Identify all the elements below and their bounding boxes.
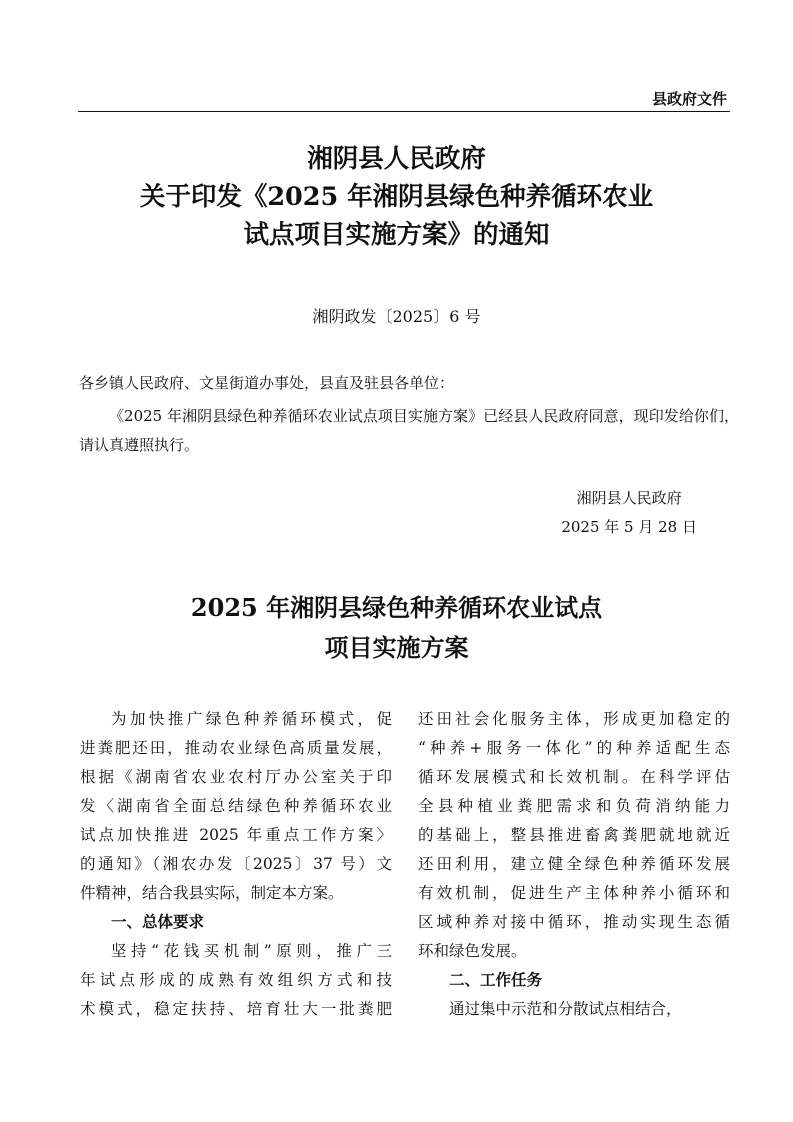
header-rule (78, 111, 730, 112)
notice-title (0, 140, 793, 254)
text-line: 的通知》（湘农办发〔2025〕37 号）文 (80, 855, 392, 873)
signature-block (561, 484, 697, 542)
plan-title (0, 588, 793, 668)
document-number: 湘阴政发〔2025〕6 号 (312, 307, 481, 326)
text-line: 为加快推广绿色种养循环模式，促 (111, 710, 392, 728)
text-line: 区域种养对接中循环，推动实现生态循 (418, 913, 730, 931)
text-line: 根据《湖南省农业农村厅办公室关于印 (80, 768, 392, 786)
plan-left-column (80, 705, 392, 1024)
text-line: 还田利用，建立健全绿色种养循环发展 (418, 855, 730, 873)
text-line: 全县种植业粪肥需求和负荷消纳能力 (418, 797, 730, 815)
plan-title-line: 项目实施方案 (324, 633, 469, 662)
notice-title-line: 关于印发《2025 年湘阴县绿色种养循环农业 (139, 182, 654, 212)
text-line: 坚持“花钱买机制”原则，推广三 (111, 942, 392, 960)
text-line: 的基础上，整县推进畜禽粪肥就地就近 (418, 826, 730, 844)
header-label: 县政府文件 (651, 90, 727, 108)
signature-org: 湘阴县人民政府 (576, 489, 682, 507)
text-line: 循环发展模式和长效机制。在科学评估 (418, 768, 730, 786)
section-heading: 一、总体要求 (111, 913, 205, 931)
signature-date: 2025 年 5 月 28 日 (561, 518, 697, 536)
text-line: 发〈湖南省全面总结绿色种养循环农业 (80, 797, 392, 815)
plan-right-column (418, 705, 730, 1024)
section-heading: 二、工作任务 (449, 971, 543, 989)
text-line: 年试点形成的成熟有效组织方式和技 (80, 971, 392, 989)
notice-title-line: 湘阴县人民政府 (307, 144, 486, 174)
text-line: “种养+服务一体化”的种养适配生态 (418, 739, 730, 757)
text-line: 环和绿色发展。 (418, 942, 527, 960)
plan-title-line: 2025 年湘阴县绿色种养循环农业试点 (190, 593, 603, 622)
text-line: 通过集中示范和分散试点相结合， (449, 1000, 682, 1018)
notice-body: 《2025 年湘阴县绿色种养循环农业试点项目实施方案》已经县人民政府同意，现印发给你们，请认真遵照执行。 (79, 407, 739, 454)
notice-title-line: 试点项目实施方案》的通知 (243, 220, 550, 250)
text-line: 试点加快推进 2025 年重点工作方案〉 (80, 826, 392, 844)
text-line: 进粪肥还田，推动农业绿色高质量发展， (80, 739, 392, 757)
addressee: 各乡镇人民政府、文星街道办事处，县直及驻县各单位： (79, 374, 455, 392)
text-line: 术模式，稳定扶持、培育壮大一批粪肥 (80, 1000, 392, 1018)
text-line: 有效机制，促进生产主体种养小循环和 (418, 884, 730, 902)
text-line: 还田社会化服务主体，形成更加稳定的 (418, 710, 730, 728)
text-line: 件精神，结合我县实际，制定本方案。 (80, 884, 344, 902)
